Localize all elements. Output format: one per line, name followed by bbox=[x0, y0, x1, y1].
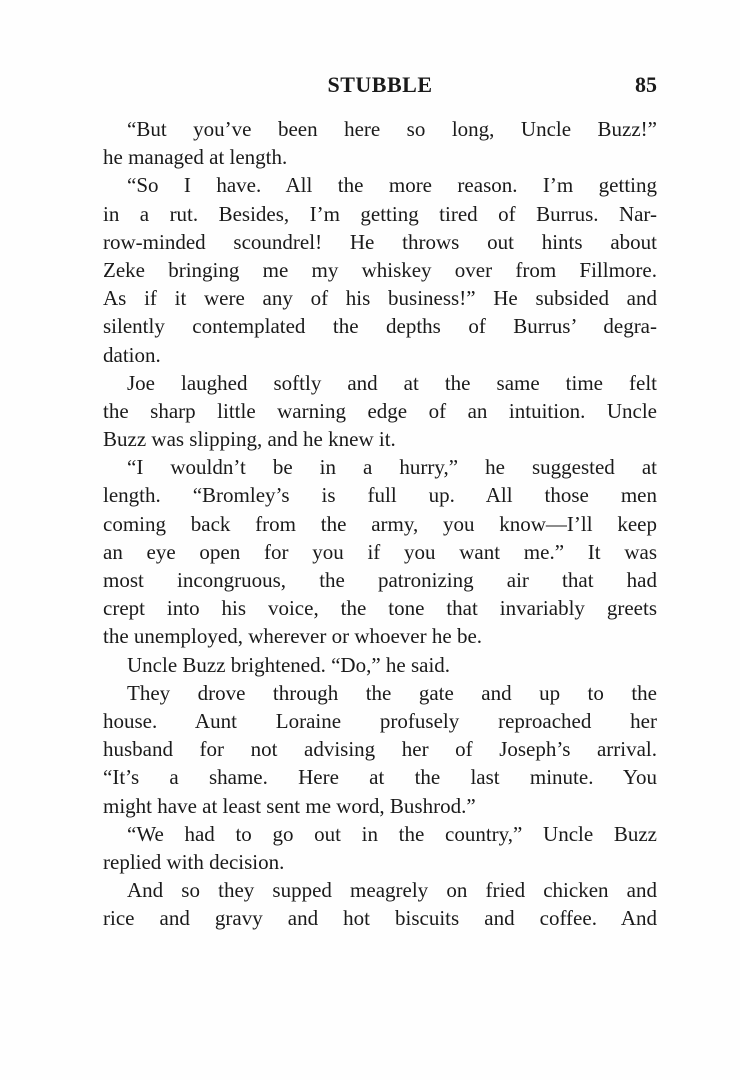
text-line: might have at least sent me word, Bushrod.” bbox=[103, 793, 476, 818]
text-line: Uncle Buzz brightened. “Do,” he said. bbox=[127, 652, 451, 677]
text-line: most incongruous, the patronizing air that had bbox=[103, 568, 657, 592]
text-line: silently contemplated the depths of Burrus’ degra- bbox=[103, 314, 657, 339]
text-line: the unemployed, wherever or whoever he be. bbox=[103, 624, 483, 649]
text-line: Joe laughed softly and at the same time felt bbox=[127, 370, 657, 395]
text-line: house. Aunt Loraine profusely reproached her bbox=[103, 708, 657, 733]
text-line: coming back from the army, you know—I’ll keep bbox=[103, 511, 657, 536]
text-line: “But you’ve been here so long, Uncle Buzz!” bbox=[127, 117, 657, 141]
text-line: row-minded scoundrel! He throws out hints about bbox=[103, 229, 657, 254]
text-line: “So I have. All the more reason. I’m getting bbox=[127, 173, 657, 198]
text-line: dation. bbox=[103, 342, 161, 367]
running-title: STUBBLE bbox=[327, 72, 433, 97]
text-line: an eye open for you if you want me.” It was bbox=[103, 539, 657, 564]
text-line: “It’s a shame. Here at the last minute. You bbox=[103, 765, 657, 790]
text-line: in a rut. Besides, I’m getting tired of Burrus. Nar- bbox=[103, 201, 657, 226]
text-line: the sharp little warning edge of an intuition. Uncle bbox=[103, 398, 657, 423]
text-line: crept into his voice, the tone that invariably greets bbox=[103, 596, 657, 621]
body-text bbox=[103, 115, 657, 932]
text-line: he managed at length. bbox=[103, 145, 288, 170]
text-line: “I wouldn’t be in a hurry,” he suggested at bbox=[127, 455, 657, 480]
page-header bbox=[103, 70, 657, 100]
text-line: husband for not advising her of Joseph’s arrival. bbox=[103, 737, 657, 762]
text-line: Buzz was slipping, and he knew it. bbox=[103, 427, 396, 452]
text-line: length. “Bromley’s is full up. All those men bbox=[103, 483, 657, 508]
text-line: replied with decision. bbox=[103, 849, 285, 874]
text-line: rice and gravy and hot biscuits and coffee. And bbox=[103, 906, 657, 931]
text-line: And so they supped meagrely on fried chicken and bbox=[127, 878, 657, 903]
page-number: 85 bbox=[635, 72, 657, 97]
text-line: “We had to go out in the country,” Uncle Buzz bbox=[127, 821, 657, 846]
text-line: Zeke bringing me my whiskey over from Fillmore. bbox=[103, 257, 657, 282]
text-line: As if it were any of his business!” He subsided and bbox=[103, 286, 657, 311]
text-line: They drove through the gate and up to the bbox=[127, 680, 657, 705]
